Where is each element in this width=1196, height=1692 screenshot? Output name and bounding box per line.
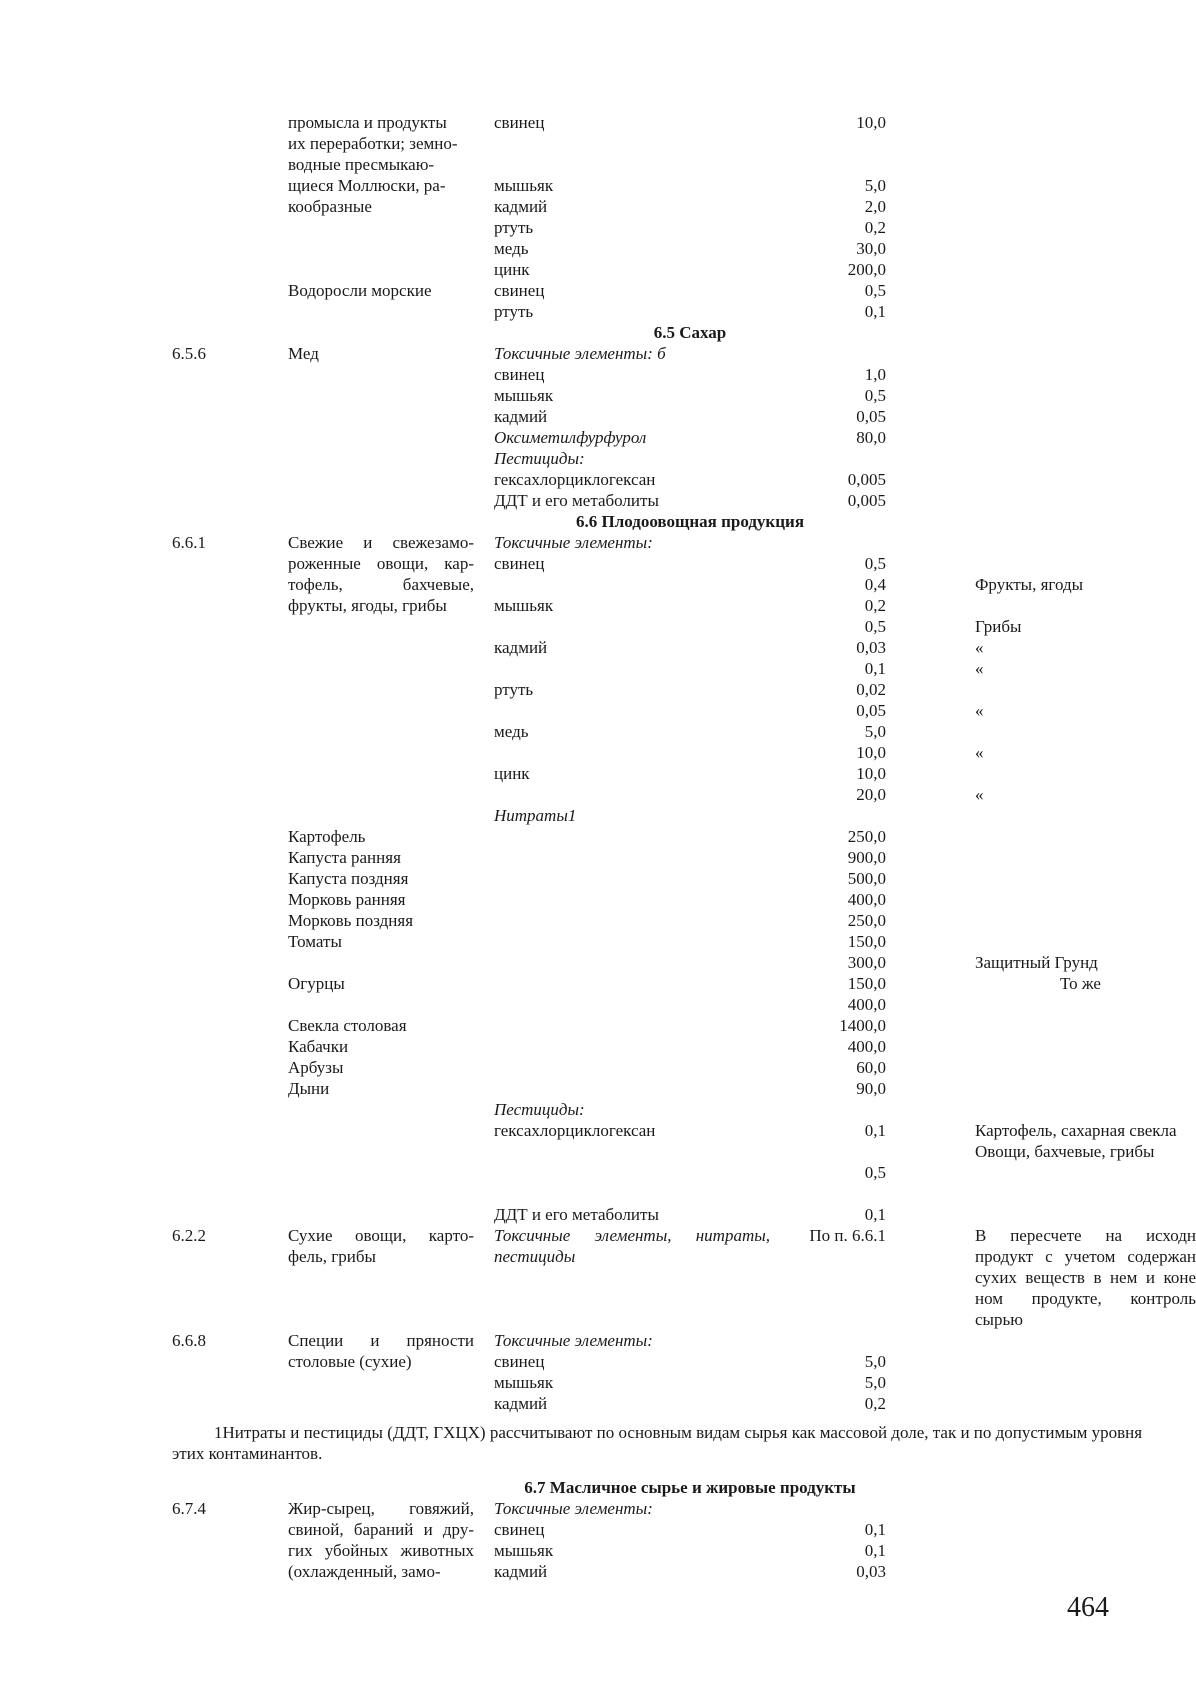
text-line: сырью <box>975 1310 1023 1329</box>
product-name: Водоросли морские <box>288 281 432 300</box>
indicator-name: мышьяк <box>494 1541 554 1560</box>
permissible-level: 250,0 <box>847 911 886 930</box>
indicator-name: цинк <box>494 764 530 783</box>
text-block <box>288 1331 474 1373</box>
indicator-name: гексахлорциклогексан <box>494 470 656 489</box>
indicator-name: Нитраты1 <box>494 806 577 825</box>
indicator-name: кадмий <box>494 1394 548 1413</box>
permissible-level: 500,0 <box>847 869 886 888</box>
permissible-level: 0,1 <box>864 1541 886 1560</box>
permissible-level: 0,1 <box>864 1520 886 1539</box>
section-number: 6.2.2 <box>172 1226 206 1245</box>
permissible-level: 300,0 <box>847 953 886 972</box>
indicator-name: Токсичные элементы: <box>494 533 653 552</box>
permissible-level: 250,0 <box>847 827 886 846</box>
permissible-level: 0,005 <box>847 491 886 510</box>
permissible-level: 400,0 <box>847 890 886 909</box>
product-name: Арбузы <box>288 1058 344 1077</box>
text-line: сухих веществ в нем и коне <box>975 1268 1196 1287</box>
indicator-name: кадмий <box>494 1562 548 1581</box>
permissible-level: 0,1 <box>864 1121 886 1140</box>
permissible-level: 0,2 <box>864 1394 886 1413</box>
indicator-name: мышьяк <box>494 386 554 405</box>
permissible-level: 80,0 <box>856 428 886 447</box>
indicator-name: кадмий <box>494 197 548 216</box>
permissible-level: 10,0 <box>856 113 886 132</box>
text-line: Специи и пряности <box>288 1331 474 1350</box>
permissible-level: 0,4 <box>864 575 886 594</box>
permissible-level: 150,0 <box>847 974 886 993</box>
section-heading: 6.7 Масличное сырье и жировые продукты <box>524 1478 856 1497</box>
permissible-level: 150,0 <box>847 932 886 951</box>
indicator-name: ртуть <box>494 302 534 321</box>
indicator-name: мышьяк <box>494 176 554 195</box>
indicator-name: свинец <box>494 113 545 132</box>
indicator-name: Токсичные элементы: <box>494 1331 653 1350</box>
indicator-name: медь <box>494 239 529 258</box>
permissible-level: 10,0 <box>856 743 886 762</box>
permissible-level: 0,5 <box>864 554 886 573</box>
text-block <box>975 1226 1196 1331</box>
indicator-name: гексахлорциклогексан <box>494 1121 656 1140</box>
indicator-name: свинец <box>494 365 545 384</box>
permissible-level: 900,0 <box>847 848 886 867</box>
section-heading: 6.5 Сахар <box>653 323 727 342</box>
text-line: роженные овощи, кар- <box>288 554 474 573</box>
indicator-name: Токсичные элементы: б <box>494 344 666 363</box>
product-name: их переработки; земно- <box>288 134 458 153</box>
indicator-name: ДДТ и его метаболиты <box>494 1205 659 1224</box>
permissible-level: 0,2 <box>864 596 886 615</box>
text-line: столовые (сухие) <box>288 1352 412 1371</box>
indicator-name: ртуть <box>494 680 534 699</box>
product-name: Томаты <box>288 932 342 951</box>
section-number: 6.7.4 <box>172 1499 206 1518</box>
text-block <box>288 533 474 617</box>
indicator-name: кадмий <box>494 407 548 426</box>
text-block <box>288 1226 474 1268</box>
text-line: фрукты, ягоды, грибы <box>288 596 447 615</box>
note: « <box>975 743 984 762</box>
permissible-level: 30,0 <box>856 239 886 258</box>
permissible-level: 20,0 <box>856 785 886 804</box>
note: Защитный Грунд <box>975 953 1098 972</box>
permissible-level: 1,0 <box>864 365 886 384</box>
note: То же <box>975 974 1101 993</box>
text-line: пестициды <box>494 1247 576 1266</box>
indicator-name: мышьяк <box>494 596 554 615</box>
product-name: Капуста ранняя <box>288 848 401 867</box>
permissible-level: 0,5 <box>864 617 886 636</box>
note: Овощи, бахчевые, грибы <box>975 1142 1155 1161</box>
permissible-level: 400,0 <box>847 995 886 1014</box>
section-number: 6.6.1 <box>172 533 206 552</box>
indicator-name: кадмий <box>494 638 548 657</box>
product-name: водные пресмыкаю- <box>288 155 435 174</box>
section-number: 6.5.6 <box>172 344 206 363</box>
text-line: Сухие овощи, карто- <box>288 1226 474 1245</box>
product-name: Капуста поздняя <box>288 869 409 888</box>
note: « <box>975 785 984 804</box>
indicator-name: свинец <box>494 554 545 573</box>
indicator-name: свинец <box>494 1520 545 1539</box>
product-name: Мед <box>288 344 319 363</box>
indicator-name: Оксиметилфурфурол <box>494 428 647 447</box>
note: « <box>975 638 984 657</box>
permissible-level: 2,0 <box>864 197 886 216</box>
indicator-name: свинец <box>494 1352 545 1371</box>
permissible-level: 90,0 <box>856 1079 886 1098</box>
permissible-level: 0,05 <box>856 407 886 426</box>
product-name: щиеся Моллюски, ра- <box>288 176 446 195</box>
permissible-level: 0,03 <box>856 1562 886 1581</box>
text-line: продукт с учетом содержан <box>975 1247 1196 1266</box>
note: Фрукты, ягоды <box>975 575 1084 594</box>
note: « <box>975 701 984 720</box>
note: Грибы <box>975 617 1022 636</box>
page-number: 464 <box>1067 1592 1109 1623</box>
permissible-level: 0,5 <box>864 281 886 300</box>
permissible-level: По п. 6.6.1 <box>809 1226 886 1245</box>
permissible-level: 5,0 <box>864 1352 886 1371</box>
permissible-level: 10,0 <box>856 764 886 783</box>
indicator-name: ДДТ и его метаболиты <box>494 491 659 510</box>
indicator-name: Токсичные элементы: <box>494 1499 653 1518</box>
permissible-level: 0,5 <box>864 1163 886 1182</box>
permissible-level: 400,0 <box>847 1037 886 1056</box>
note: Картофель, сахарная свекла <box>975 1121 1177 1140</box>
indicator-name: медь <box>494 722 529 741</box>
section-number: 6.6.8 <box>172 1331 206 1350</box>
text-line: свиной, бараний и дру- <box>288 1520 474 1539</box>
permissible-level: 0,05 <box>856 701 886 720</box>
permissible-level: 0,005 <box>847 470 886 489</box>
indicator-name: Пестициды: <box>494 1100 585 1119</box>
indicator-name: ртуть <box>494 218 534 237</box>
product-name: Морковь поздняя <box>288 911 414 930</box>
indicator-name: Пестициды: <box>494 449 585 468</box>
text-line: В пересчете на исходн <box>975 1226 1196 1245</box>
permissible-level: 5,0 <box>864 722 886 741</box>
text-line: Свежие и свежезамо- <box>288 533 474 552</box>
text-line: ном продукте, контроль <box>975 1289 1196 1308</box>
footnote-line-1: 1Нитраты и пестициды (ДДТ, ГХЦХ) рассчитывают по основным видам сырья как массовой доле, так и по допустимым уровня <box>214 1423 1143 1442</box>
product-name: Дыни <box>288 1079 330 1098</box>
permissible-level: 60,0 <box>856 1058 886 1077</box>
text-block <box>494 1226 770 1268</box>
section-heading: 6.6 Плодоовощная продукция <box>575 512 805 531</box>
permissible-level: 0,5 <box>864 386 886 405</box>
product-name: Свекла столовая <box>288 1016 407 1035</box>
indicator-name: свинец <box>494 281 545 300</box>
permissible-level: 0,03 <box>856 638 886 657</box>
permissible-level: 0,1 <box>864 659 886 678</box>
permissible-level: 0,1 <box>864 1205 886 1224</box>
product-name: Кабачки <box>288 1037 349 1056</box>
permissible-level: 200,0 <box>847 260 886 279</box>
text-block <box>288 1499 474 1583</box>
text-line: (охлажденный, замо- <box>288 1562 441 1581</box>
permissible-level: 5,0 <box>864 1373 886 1392</box>
product-name: Огурцы <box>288 974 345 993</box>
text-line: тофель, бахчевые, <box>288 575 474 594</box>
permissible-level: 5,0 <box>864 176 886 195</box>
permissible-level: 0,2 <box>864 218 886 237</box>
note: « <box>975 659 984 678</box>
text-line: Жир-сырец, говяжий, <box>288 1499 474 1518</box>
permissible-level: 1400,0 <box>839 1016 886 1035</box>
permissible-level: 0,1 <box>864 302 886 321</box>
permissible-level: 0,02 <box>856 680 886 699</box>
product-name: кообразные <box>288 197 372 216</box>
indicator-name: цинк <box>494 260 530 279</box>
indicator-name: мышьяк <box>494 1373 554 1392</box>
text-line: фель, грибы <box>288 1247 376 1266</box>
product-name: промысла и продукты <box>288 113 447 132</box>
text-line: гих убойных животных <box>288 1541 474 1560</box>
footnote-line-2: этих контаминантов. <box>172 1444 323 1463</box>
product-name: Морковь ранняя <box>288 890 406 909</box>
product-name: Картофель <box>288 827 366 846</box>
text-line: Токсичные элементы, нитраты, <box>494 1226 770 1245</box>
